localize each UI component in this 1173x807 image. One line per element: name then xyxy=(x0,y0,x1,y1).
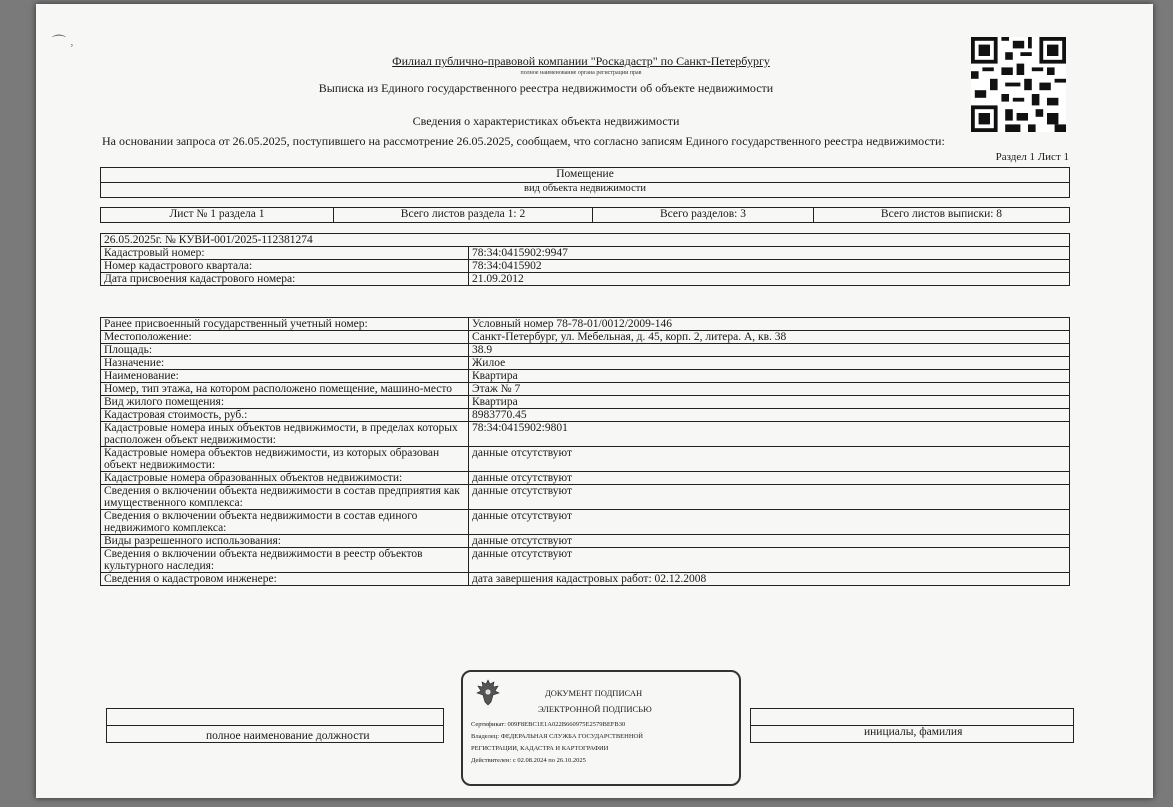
row-value: Квартира xyxy=(469,396,1070,409)
table-row xyxy=(101,318,1070,331)
table-row xyxy=(101,357,1070,370)
section-sheet-count: Всего листов раздела 1: 2 xyxy=(334,208,593,223)
row-value: Этаж № 7 xyxy=(469,383,1070,396)
row-label: Кадастровые номера иных объектов недвижимости, в пределах которых расположен объект недвижимости: xyxy=(101,422,469,447)
total-sections: Всего разделов: 3 xyxy=(593,208,814,223)
row-label: Местоположение: xyxy=(101,331,469,344)
stamp-owner-continued: РЕГИСТРАЦИИ, КАДАСТРА И КАРТОГРАФИИ xyxy=(471,745,609,752)
row-value: 21.09.2012 xyxy=(469,273,1070,286)
row-label: Сведения о включении объекта недвижимости в реестр объектов культурного наследия: xyxy=(101,548,469,573)
sheet-number: Лист № 1 раздела 1 xyxy=(101,208,334,223)
table-row xyxy=(101,573,1070,586)
row-value: Санкт-Петербург, ул. Мебельная, д. 45, корп. 2, литера. А, кв. 38 xyxy=(469,331,1070,344)
basis-text: На основании запроса от 26.05.2025, поступившего на рассмотрение 26.05.2025, сообщаем, что согласно записям Единого государственного реестра недвижимости: xyxy=(102,134,945,148)
table-row xyxy=(101,331,1070,344)
table-row xyxy=(101,422,1070,447)
row-label: Ранее присвоенный государственный учетный номер: xyxy=(101,318,469,331)
table-row xyxy=(101,370,1070,383)
row-value: 78:34:0415902:9801 xyxy=(469,422,1070,447)
row-label: Назначение: xyxy=(101,357,469,370)
qr-code-icon xyxy=(971,37,1066,132)
table-row xyxy=(101,485,1070,510)
row-label: Площадь: xyxy=(101,344,469,357)
row-label: Сведения о кадастровом инженере: xyxy=(101,573,469,586)
document-number: 26.05.2025г. № КУВИ-001/2025-112381274 xyxy=(101,234,1070,247)
row-value: данные отсутствуют xyxy=(469,548,1070,573)
stamp-owner: Владелец: ФЕДЕРАЛЬНАЯ СЛУЖБА ГОСУДАРСТВЕННОЙ xyxy=(471,733,643,740)
name-caption: инициалы, фамилия xyxy=(864,726,963,738)
table-row xyxy=(101,447,1070,472)
table-row xyxy=(101,396,1070,409)
total-sheets: Всего листов выписки: 8 xyxy=(814,208,1070,223)
row-label: Номер кадастрового квартала: xyxy=(101,260,469,273)
table-row xyxy=(101,247,1070,260)
table-row xyxy=(101,535,1070,548)
table-row xyxy=(101,344,1070,357)
document-title: Выписка из Единого государственного реестра недвижимости об объекте недвижимости xyxy=(318,81,774,95)
row-value: Жилое xyxy=(469,357,1070,370)
row-value: данные отсутствуют xyxy=(469,447,1070,472)
sheets-table xyxy=(100,207,1070,223)
object-type-caption: вид объекта недвижимости xyxy=(101,183,1070,198)
row-label: Кадастровая стоимость, руб.: xyxy=(101,409,469,422)
row-value: данные отсутствуют xyxy=(469,485,1070,510)
document-page xyxy=(36,4,1153,798)
table-row xyxy=(101,510,1070,535)
table-row xyxy=(101,409,1070,422)
row-value: данные отсутствуют xyxy=(469,472,1070,485)
row-label: Вид жилого помещения: xyxy=(101,396,469,409)
row-label: Сведения о включении объекта недвижимости в состав предприятия как имущественного комплекса: xyxy=(101,485,469,510)
row-label: Виды разрешенного использования: xyxy=(101,535,469,548)
eagle-emblem-icon xyxy=(475,678,501,706)
row-label: Сведения о включении объекта недвижимости в состав единого недвижимого комплекса: xyxy=(101,510,469,535)
table-row xyxy=(101,472,1070,485)
handwritten-mark: ⌒ ˒ xyxy=(52,36,75,51)
row-value: Условный номер 78-78-01/0012/2009-146 xyxy=(469,318,1070,331)
row-label: Дата присвоения кадастрового номера: xyxy=(101,273,469,286)
row-label: Наименование: xyxy=(101,370,469,383)
table-row xyxy=(101,548,1070,573)
e-signature-stamp xyxy=(461,670,741,786)
position-caption: полное наименование должности xyxy=(206,730,370,742)
row-value: данные отсутствуют xyxy=(469,510,1070,535)
row-label: Кадастровые номера образованных объектов недвижимости: xyxy=(101,472,469,485)
table-row xyxy=(101,260,1070,273)
object-type: Помещение xyxy=(101,168,1070,183)
stamp-validity: Действителен: с 02.08.2024 по 26.10.2025 xyxy=(471,757,586,764)
row-value: 78:34:0415902 xyxy=(469,260,1070,273)
row-value: данные отсутствуют xyxy=(469,535,1070,548)
row-label: Кадастровый номер: xyxy=(101,247,469,260)
section-sheet-label: Раздел 1 Лист 1 xyxy=(995,151,1069,163)
main-info-table xyxy=(100,233,1070,286)
stamp-line1: ДОКУМЕНТ ПОДПИСАН xyxy=(545,688,643,698)
stamp-line2: ЭЛЕКТРОННОЙ ПОДПИСЬЮ xyxy=(538,704,652,714)
row-value: 38.9 xyxy=(469,344,1070,357)
table-row xyxy=(101,273,1070,286)
row-value: Квартира xyxy=(469,370,1070,383)
row-label: Кадастровые номера объектов недвижимости, из которых образован объект недвижимости: xyxy=(101,447,469,472)
organization-caption: полное наименование органа регистрации прав xyxy=(520,70,642,76)
stamp-certificate: Сертификат: 009F8EBC1E1A022B660975E2579BEFB30 xyxy=(471,721,626,728)
row-label: Номер, тип этажа, на котором расположено помещение, машино-место xyxy=(101,383,469,396)
row-value: дата завершения кадастровых работ: 02.12.2008 xyxy=(469,573,1070,586)
organization-name: Филиал публично-правовой компании "Роскадастр" по Санкт-Петербургу xyxy=(392,54,770,68)
row-value: 8983770.45 xyxy=(469,409,1070,422)
object-type-table xyxy=(100,167,1070,198)
details-table xyxy=(100,317,1070,586)
table-row xyxy=(101,383,1070,396)
row-value: 78:34:0415902:9947 xyxy=(469,247,1070,260)
document-subtitle: Сведения о характеристиках объекта недвижимости xyxy=(412,114,680,128)
